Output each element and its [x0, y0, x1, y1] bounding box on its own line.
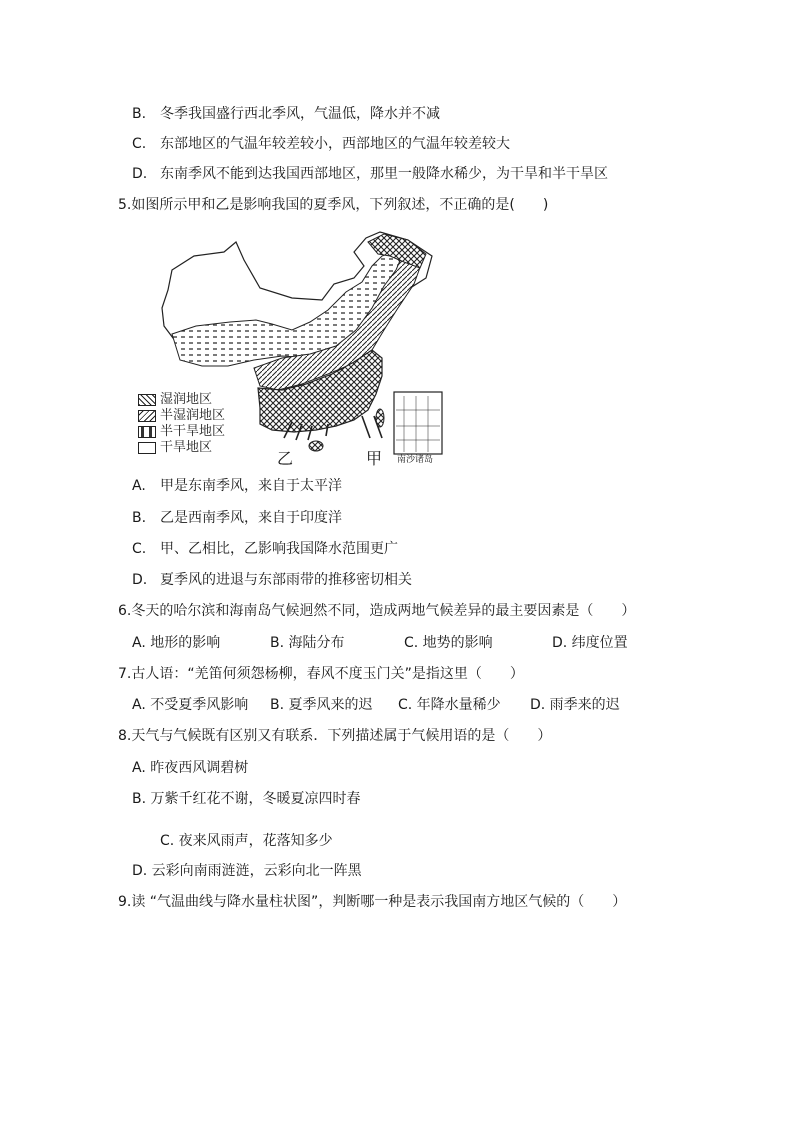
- semi-humid-swatch: [138, 410, 156, 422]
- q6-option-d: D. 纬度位置: [552, 635, 628, 651]
- q8-option-a: A. 昨夜西风调碧树: [132, 760, 249, 776]
- legend-label: 半干旱地区: [160, 424, 226, 439]
- option-text: 夏季风的进退与东部雨带的推移密切相关: [160, 572, 412, 588]
- option-text: 甲是东南季风，来自于太平洋: [160, 478, 342, 494]
- q5-option-d: [132, 570, 412, 590]
- option-text: 乙是西南季风，来自于印度洋: [160, 510, 342, 526]
- q4-option-c: [132, 134, 510, 154]
- legend-item-humid: [138, 392, 225, 408]
- option-text: 东部地区的气温年较差较小，西部地区的气温年较差较大: [160, 136, 510, 152]
- map-legend: [138, 392, 225, 456]
- legend-label: 半湿润地区: [160, 408, 226, 423]
- humid-swatch: [138, 394, 156, 406]
- semi-arid-swatch: [138, 426, 156, 438]
- legend-label: 湿润地区: [160, 392, 213, 407]
- south-sea-inset: [394, 392, 442, 454]
- hainan-island: [309, 441, 323, 451]
- q7-option-c: C. 年降水量稀少: [398, 697, 501, 713]
- arid-swatch: [138, 442, 156, 454]
- option-letter: B.: [132, 510, 147, 526]
- q8-option-d: D. 云彩向南雨涟涟，云彩向北一阵黑: [132, 863, 362, 879]
- legend-item-arid: [138, 440, 225, 456]
- q6-stem: 6.冬天的哈尔滨和海南岛气候迥然不同，造成两地气候差异的最主要因素是（ ）: [118, 603, 636, 619]
- inset-label: 南沙诸岛: [397, 455, 434, 465]
- q6-option-c: C. 地势的影响: [404, 635, 493, 651]
- q7-option-d: D. 雨季来的迟: [530, 697, 620, 713]
- option-text: 东南季风不能到达我国西部地区，那里一般降水稀少，为干旱和半干旱区: [160, 166, 608, 182]
- q6-option-b: B. 海陆分布: [270, 635, 345, 651]
- label-jia: 甲: [366, 449, 383, 468]
- label-yi: 乙: [277, 449, 294, 468]
- q5-stem: 5.如图所示甲和乙是影响我国的夏季风，下列叙述，不正确的是( ): [118, 197, 549, 213]
- option-letter: D.: [132, 166, 148, 182]
- q8-option-b: B. 万紫千红花不谢，冬暖夏凉四时春: [132, 791, 361, 807]
- option-text: 甲、乙相比，乙影响我国降水范围更广: [160, 541, 398, 557]
- option-letter: B.: [132, 106, 147, 122]
- q7-option-b: B. 夏季风来的迟: [270, 697, 373, 713]
- option-letter: C.: [132, 541, 147, 557]
- q8-option-c: C. 夜来风雨声，花落知多少: [160, 833, 333, 849]
- option-letter: D.: [132, 572, 148, 588]
- q4-option-b: [132, 104, 440, 124]
- q4-option-d: [132, 164, 608, 184]
- option-letter: C.: [132, 136, 147, 152]
- q9-stem: 9.读 “气温曲线与降水量柱状图”，判断哪一种是表示我国南方地区气候的（ ）: [118, 894, 627, 910]
- q5-option-b: [132, 508, 342, 528]
- q7-stem: 7.古人语：“羌笛何须怨杨柳，春风不度玉门关”是指这里（ ）: [118, 666, 524, 682]
- q6-option-a: A. 地形的影响: [132, 635, 221, 651]
- legend-label: 干旱地区: [160, 440, 213, 455]
- legend-item-semi-arid: [138, 424, 225, 440]
- q5-option-a: [132, 476, 342, 496]
- option-text: 冬季我国盛行西北季风，气温低，降水并不减: [160, 106, 440, 122]
- option-letter: A.: [132, 478, 146, 494]
- q7-option-a: A. 不受夏季风影响: [132, 697, 249, 713]
- q5-option-c: [132, 539, 398, 559]
- q8-stem: 8.天气与气候既有区别又有联系．下列描述属于气候用语的是（ ）: [118, 728, 552, 744]
- legend-item-semi-humid: [138, 408, 225, 424]
